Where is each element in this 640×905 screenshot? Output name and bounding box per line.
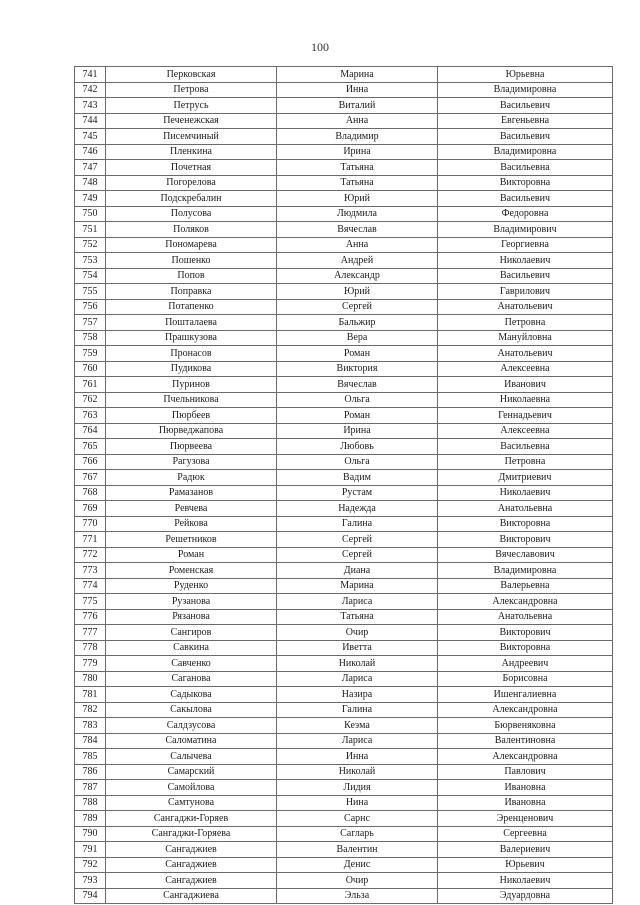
patronymic-cell: Александровна	[438, 594, 613, 610]
last-name-cell: Полусова	[106, 206, 277, 222]
row-number-cell: 778	[75, 640, 106, 656]
first-name-cell: Сергей	[277, 547, 438, 563]
last-name-cell: Пюрведжапова	[106, 423, 277, 439]
first-name-cell: Ирина	[277, 423, 438, 439]
last-name-cell: Пюрбеев	[106, 408, 277, 424]
table-row	[75, 578, 613, 594]
patronymic-cell: Владимирович	[438, 222, 613, 238]
patronymic-cell: Васильевич	[438, 191, 613, 207]
patronymic-cell: Ивановна	[438, 795, 613, 811]
row-number-cell: 783	[75, 718, 106, 734]
first-name-cell: Татьяна	[277, 175, 438, 191]
last-name-cell: Пономарева	[106, 237, 277, 253]
table-row	[75, 454, 613, 470]
row-number-cell: 750	[75, 206, 106, 222]
table-row	[75, 191, 613, 207]
row-number-cell: 786	[75, 764, 106, 780]
first-name-cell: Александр	[277, 268, 438, 284]
table-row	[75, 780, 613, 796]
row-number-cell: 755	[75, 284, 106, 300]
first-name-cell: Марина	[277, 578, 438, 594]
first-name-cell: Татьяна	[277, 609, 438, 625]
row-number-cell: 763	[75, 408, 106, 424]
first-name-cell: Роман	[277, 408, 438, 424]
last-name-cell: Подскребалин	[106, 191, 277, 207]
last-name-cell: Рязанова	[106, 609, 277, 625]
last-name-cell: Пошенко	[106, 253, 277, 269]
first-name-cell: Вера	[277, 330, 438, 346]
first-name-cell: Сагларь	[277, 826, 438, 842]
row-number-cell: 764	[75, 423, 106, 439]
row-number-cell: 793	[75, 873, 106, 889]
last-name-cell: Салдзусова	[106, 718, 277, 734]
last-name-cell: Погорелова	[106, 175, 277, 191]
table-row	[75, 67, 613, 83]
table-row	[75, 888, 613, 904]
first-name-cell: Николай	[277, 764, 438, 780]
row-number-cell: 756	[75, 299, 106, 315]
last-name-cell: Сангаджиев	[106, 842, 277, 858]
row-number-cell: 784	[75, 733, 106, 749]
table-row	[75, 873, 613, 889]
row-number-cell: 780	[75, 671, 106, 687]
patronymic-cell: Мануйловна	[438, 330, 613, 346]
first-name-cell: Денис	[277, 857, 438, 873]
patronymic-cell: Анатольевич	[438, 346, 613, 362]
first-name-cell: Вячеслав	[277, 222, 438, 238]
row-number-cell: 766	[75, 454, 106, 470]
table-row	[75, 563, 613, 579]
first-name-cell: Сарнс	[277, 811, 438, 827]
patronymic-cell: Гаврилович	[438, 284, 613, 300]
row-number-cell: 777	[75, 625, 106, 641]
row-number-cell: 768	[75, 485, 106, 501]
patronymic-cell: Петровна	[438, 315, 613, 331]
last-name-cell: Пудикова	[106, 361, 277, 377]
row-number-cell: 742	[75, 82, 106, 98]
last-name-cell: Пюрвеева	[106, 439, 277, 455]
last-name-cell: Рейкова	[106, 516, 277, 532]
table-row	[75, 268, 613, 284]
row-number-cell: 769	[75, 501, 106, 517]
row-number-cell: 772	[75, 547, 106, 563]
first-name-cell: Татьяна	[277, 160, 438, 176]
table-row	[75, 98, 613, 114]
first-name-cell: Вадим	[277, 470, 438, 486]
last-name-cell: Прашкузова	[106, 330, 277, 346]
first-name-cell: Ольга	[277, 454, 438, 470]
patronymic-cell: Николаевич	[438, 873, 613, 889]
row-number-cell: 771	[75, 532, 106, 548]
first-name-cell: Сергей	[277, 532, 438, 548]
table-row	[75, 160, 613, 176]
row-number-cell: 745	[75, 129, 106, 145]
table-row	[75, 811, 613, 827]
last-name-cell: Саломатина	[106, 733, 277, 749]
first-name-cell: Лариса	[277, 594, 438, 610]
last-name-cell: Сангиров	[106, 625, 277, 641]
table-row	[75, 408, 613, 424]
first-name-cell: Юрий	[277, 284, 438, 300]
patronymic-cell: Анатольевна	[438, 609, 613, 625]
last-name-cell: Петрова	[106, 82, 277, 98]
row-number-cell: 794	[75, 888, 106, 904]
patronymic-cell: Бюрвеняковна	[438, 718, 613, 734]
table-row	[75, 237, 613, 253]
row-number-cell: 779	[75, 656, 106, 672]
last-name-cell: Пуринов	[106, 377, 277, 393]
row-number-cell: 743	[75, 98, 106, 114]
patronymic-cell: Андреевич	[438, 656, 613, 672]
row-number-cell: 770	[75, 516, 106, 532]
patronymic-cell: Алексеевна	[438, 423, 613, 439]
patronymic-cell: Юрьевич	[438, 857, 613, 873]
last-name-cell: Попов	[106, 268, 277, 284]
table-row	[75, 377, 613, 393]
first-name-cell: Надежда	[277, 501, 438, 517]
row-number-cell: 781	[75, 687, 106, 703]
page-number: 100	[311, 40, 329, 54]
first-name-cell: Лидия	[277, 780, 438, 796]
last-name-cell: Сангаджи-Горяев	[106, 811, 277, 827]
last-name-cell: Рагузова	[106, 454, 277, 470]
patronymic-cell: Ишенгалиевна	[438, 687, 613, 703]
first-name-cell: Галина	[277, 702, 438, 718]
first-name-cell: Роман	[277, 346, 438, 362]
last-name-cell: Савкина	[106, 640, 277, 656]
table-row	[75, 284, 613, 300]
patronymic-cell: Владимировна	[438, 563, 613, 579]
row-number-cell: 744	[75, 113, 106, 129]
last-name-cell: Рамазанов	[106, 485, 277, 501]
last-name-cell: Пошталаева	[106, 315, 277, 331]
first-name-cell: Лариса	[277, 733, 438, 749]
first-name-cell: Инна	[277, 82, 438, 98]
first-name-cell: Валентин	[277, 842, 438, 858]
patronymic-cell: Алексеевна	[438, 361, 613, 377]
first-name-cell: Анна	[277, 113, 438, 129]
table-row	[75, 656, 613, 672]
roster-table-body	[75, 67, 613, 904]
table-row	[75, 702, 613, 718]
table-row	[75, 392, 613, 408]
first-name-cell: Кеэма	[277, 718, 438, 734]
last-name-cell: Садыкова	[106, 687, 277, 703]
row-number-cell: 782	[75, 702, 106, 718]
table-row	[75, 330, 613, 346]
last-name-cell: Сангаджиев	[106, 857, 277, 873]
patronymic-cell: Сергеевна	[438, 826, 613, 842]
last-name-cell: Печенежская	[106, 113, 277, 129]
table-row	[75, 144, 613, 160]
last-name-cell: Пчельникова	[106, 392, 277, 408]
table-row	[75, 423, 613, 439]
last-name-cell: Самойлова	[106, 780, 277, 796]
patronymic-cell: Александровна	[438, 702, 613, 718]
table-row	[75, 113, 613, 129]
patronymic-cell: Анатольевна	[438, 501, 613, 517]
last-name-cell: Саганова	[106, 671, 277, 687]
table-row	[75, 346, 613, 362]
row-number-cell: 774	[75, 578, 106, 594]
table-row	[75, 733, 613, 749]
row-number-cell: 758	[75, 330, 106, 346]
first-name-cell: Любовь	[277, 439, 438, 455]
patronymic-cell: Федоровна	[438, 206, 613, 222]
patronymic-cell: Викторович	[438, 532, 613, 548]
patronymic-cell: Анатольевич	[438, 299, 613, 315]
row-number-cell: 767	[75, 470, 106, 486]
first-name-cell: Рустам	[277, 485, 438, 501]
row-number-cell: 776	[75, 609, 106, 625]
first-name-cell: Сергей	[277, 299, 438, 315]
last-name-cell: Самарский	[106, 764, 277, 780]
row-number-cell: 790	[75, 826, 106, 842]
row-number-cell: 792	[75, 857, 106, 873]
last-name-cell: Пленкина	[106, 144, 277, 160]
first-name-cell: Виталий	[277, 98, 438, 114]
table-row	[75, 439, 613, 455]
patronymic-cell: Валерьевна	[438, 578, 613, 594]
patronymic-cell: Евгеньевна	[438, 113, 613, 129]
last-name-cell: Радюк	[106, 470, 277, 486]
last-name-cell: Рузанова	[106, 594, 277, 610]
last-name-cell: Салычева	[106, 749, 277, 765]
first-name-cell: Владимир	[277, 129, 438, 145]
table-row	[75, 795, 613, 811]
patronymic-cell: Ивановна	[438, 780, 613, 796]
last-name-cell: Ревчева	[106, 501, 277, 517]
patronymic-cell: Васильевич	[438, 129, 613, 145]
table-row	[75, 206, 613, 222]
last-name-cell: Савченко	[106, 656, 277, 672]
table-row	[75, 253, 613, 269]
row-number-cell: 791	[75, 842, 106, 858]
table-row	[75, 671, 613, 687]
row-number-cell: 749	[75, 191, 106, 207]
first-name-cell: Инна	[277, 749, 438, 765]
first-name-cell: Очир	[277, 873, 438, 889]
patronymic-cell: Васильевич	[438, 268, 613, 284]
table-row	[75, 516, 613, 532]
last-name-cell: Перковская	[106, 67, 277, 83]
row-number-cell: 757	[75, 315, 106, 331]
row-number-cell: 741	[75, 67, 106, 83]
patronymic-cell: Николаевич	[438, 253, 613, 269]
first-name-cell: Эльза	[277, 888, 438, 904]
patronymic-cell: Васильевич	[438, 98, 613, 114]
patronymic-cell: Николаевич	[438, 485, 613, 501]
table-row	[75, 625, 613, 641]
first-name-cell: Виктория	[277, 361, 438, 377]
first-name-cell: Анна	[277, 237, 438, 253]
row-number-cell: 765	[75, 439, 106, 455]
patronymic-cell: Александровна	[438, 749, 613, 765]
row-number-cell: 789	[75, 811, 106, 827]
table-row	[75, 361, 613, 377]
row-number-cell: 773	[75, 563, 106, 579]
last-name-cell: Сангаджиева	[106, 888, 277, 904]
patronymic-cell: Борисовна	[438, 671, 613, 687]
table-row	[75, 299, 613, 315]
first-name-cell: Лариса	[277, 671, 438, 687]
patronymic-cell: Георгиевна	[438, 237, 613, 253]
first-name-cell: Николай	[277, 656, 438, 672]
patronymic-cell: Дмитриевич	[438, 470, 613, 486]
first-name-cell: Очир	[277, 625, 438, 641]
roster-table	[74, 66, 613, 904]
last-name-cell: Почетная	[106, 160, 277, 176]
last-name-cell: Петрусь	[106, 98, 277, 114]
last-name-cell: Поправка	[106, 284, 277, 300]
first-name-cell: Вячеслав	[277, 377, 438, 393]
patronymic-cell: Юрьевна	[438, 67, 613, 83]
table-row	[75, 609, 613, 625]
patronymic-cell: Эдуардовна	[438, 888, 613, 904]
table-row	[75, 640, 613, 656]
patronymic-cell: Викторовна	[438, 175, 613, 191]
table-row	[75, 687, 613, 703]
first-name-cell: Назира	[277, 687, 438, 703]
row-number-cell: 746	[75, 144, 106, 160]
first-name-cell: Нина	[277, 795, 438, 811]
patronymic-cell: Валентиновна	[438, 733, 613, 749]
last-name-cell: Самтунова	[106, 795, 277, 811]
table-row	[75, 222, 613, 238]
first-name-cell: Андрей	[277, 253, 438, 269]
row-number-cell: 788	[75, 795, 106, 811]
patronymic-cell: Эренценович	[438, 811, 613, 827]
last-name-cell: Руденко	[106, 578, 277, 594]
row-number-cell: 760	[75, 361, 106, 377]
last-name-cell: Решетников	[106, 532, 277, 548]
patronymic-cell: Петровна	[438, 454, 613, 470]
table-row	[75, 826, 613, 842]
row-number-cell: 747	[75, 160, 106, 176]
first-name-cell: Галина	[277, 516, 438, 532]
first-name-cell: Марина	[277, 67, 438, 83]
table-row	[75, 129, 613, 145]
first-name-cell: Ольга	[277, 392, 438, 408]
table-row	[75, 315, 613, 331]
patronymic-cell: Валериевич	[438, 842, 613, 858]
patronymic-cell: Викторович	[438, 625, 613, 641]
patronymic-cell: Павлович	[438, 764, 613, 780]
table-row	[75, 82, 613, 98]
row-number-cell: 787	[75, 780, 106, 796]
patronymic-cell: Владимировна	[438, 144, 613, 160]
patronymic-cell: Владимировна	[438, 82, 613, 98]
table-row	[75, 764, 613, 780]
row-number-cell: 754	[75, 268, 106, 284]
first-name-cell: Диана	[277, 563, 438, 579]
row-number-cell: 748	[75, 175, 106, 191]
patronymic-cell: Викторовна	[438, 640, 613, 656]
row-number-cell: 785	[75, 749, 106, 765]
table-row	[75, 532, 613, 548]
first-name-cell: Ирина	[277, 144, 438, 160]
table-row	[75, 857, 613, 873]
patronymic-cell: Николаевна	[438, 392, 613, 408]
patronymic-cell: Иванович	[438, 377, 613, 393]
last-name-cell: Поляков	[106, 222, 277, 238]
last-name-cell: Сангаджиев	[106, 873, 277, 889]
table-row	[75, 842, 613, 858]
patronymic-cell: Васильевна	[438, 439, 613, 455]
row-number-cell: 752	[75, 237, 106, 253]
last-name-cell: Потапенко	[106, 299, 277, 315]
first-name-cell: Бальжир	[277, 315, 438, 331]
last-name-cell: Сангаджи-Горяева	[106, 826, 277, 842]
row-number-cell: 761	[75, 377, 106, 393]
table-row	[75, 470, 613, 486]
patronymic-cell: Викторовна	[438, 516, 613, 532]
first-name-cell: Людмила	[277, 206, 438, 222]
last-name-cell: Пронасов	[106, 346, 277, 362]
last-name-cell: Роман	[106, 547, 277, 563]
patronymic-cell: Васильевна	[438, 160, 613, 176]
patronymic-cell: Геннадьевич	[438, 408, 613, 424]
row-number-cell: 775	[75, 594, 106, 610]
table-row	[75, 594, 613, 610]
row-number-cell: 762	[75, 392, 106, 408]
row-number-cell: 751	[75, 222, 106, 238]
table-row	[75, 501, 613, 517]
row-number-cell: 759	[75, 346, 106, 362]
first-name-cell: Юрий	[277, 191, 438, 207]
patronymic-cell: Вячеславович	[438, 547, 613, 563]
first-name-cell: Иветта	[277, 640, 438, 656]
table-row	[75, 175, 613, 191]
row-number-cell: 753	[75, 253, 106, 269]
table-row	[75, 749, 613, 765]
last-name-cell: Роменская	[106, 563, 277, 579]
last-name-cell: Сакылова	[106, 702, 277, 718]
table-row	[75, 718, 613, 734]
last-name-cell: Писемчиный	[106, 129, 277, 145]
table-row	[75, 485, 613, 501]
table-row	[75, 547, 613, 563]
